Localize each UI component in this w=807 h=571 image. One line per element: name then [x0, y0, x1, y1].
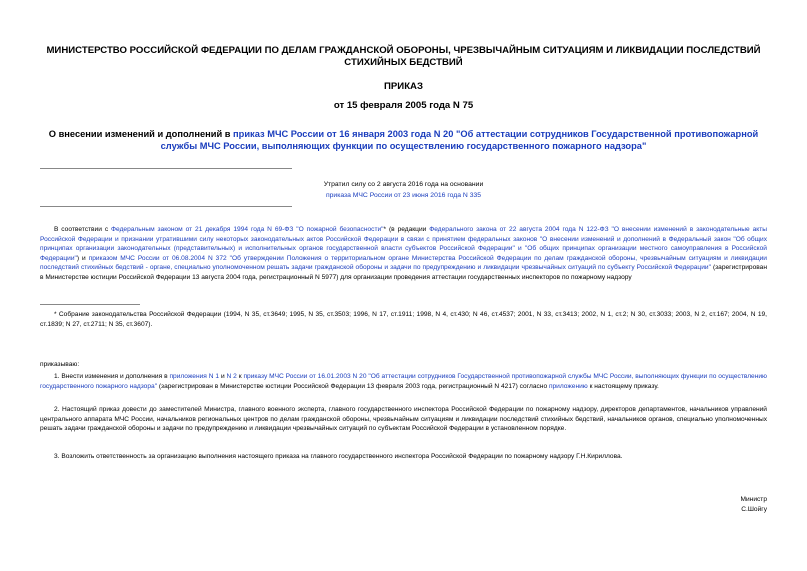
item1-text-3: к [236, 373, 244, 380]
divider-status [40, 206, 292, 207]
item1-text-5: к настоящему приказу. [587, 382, 659, 390]
status-repeal-link[interactable]: приказа МЧС России от 23 июня 2016 года N 335 [325, 192, 482, 199]
footnote-divider [40, 304, 140, 305]
item-2: 2. Настоящий приказ довести до заместителей Министра, главного военного эксперта, главного государственного инспектора Российской Федерации по пожарному надзору, директоров департаментов, начальников управлений центрального аппарата МЧС России, начальников региональных центров по делам гражданской обороны, чрезвычайным ситуациям и ликвидации последствий стихийных бедствий, начальников органов, специально уполномоченных решать задачи гражданской обороны и задачи по предупреждению и ликвидации чрезвычайных ситуаций по субъектам Российской Федерации в установленном порядке. [40, 406, 767, 432]
appendix-2-link[interactable]: N 2 [226, 373, 237, 380]
intro-text-3: ) и [76, 254, 89, 262]
ministry-heading: МИНИСТЕРСТВО РОССИЙСКОЙ ФЕДЕРАЦИИ ПО ДЕЛАМ ГРАЖДАНСКОЙ ОБОРОНЫ, ЧРЕЗВЫЧАЙНЫМ СИТУАЦИЯМ И ЛИКВИДАЦИИ ПОСЛЕДСТВИЙ СТИХИЙНЫХ БЕДСТВИЙ [46, 45, 761, 68]
order-word: приказываю: [40, 361, 80, 368]
status-line: Утратил силу со 2 августа 2016 года на основании [323, 181, 484, 188]
doc-type-heading: ПРИКАЗ [384, 81, 423, 92]
item1-text-1: 1. Внести изменения и дополнения в [54, 373, 170, 380]
item-1 [40, 372, 767, 391]
signature-role: Министр [740, 496, 767, 503]
doc-date: от 15 февраля 2005 года N 75 [333, 100, 474, 111]
order-20-link[interactable]: приказу МЧС России от 16.01.2003 N 20 "Об аттестации сотрудников Государственной противопожарной службы МЧС России, выполняющих функции по осуществлению государственного пожарного надзора" [40, 373, 767, 390]
fire-safety-law-link[interactable]: Федеральным законом от 21 декабря 1994 года N 69-ФЗ "О пожарной безопасности" [111, 226, 384, 233]
signature [741, 495, 768, 514]
status-note [300, 179, 507, 201]
item-3: 3. Возложить ответственность за организацию выполнения настоящего приказа на главного государственного инспектора Российской Федерации по пожарному надзору Г.Н.Кириллова. [54, 453, 623, 460]
attachment-link[interactable]: приложению [548, 382, 588, 390]
title-amended-order-link[interactable]: приказ МЧС России от 16 января 2003 года N 20 "Об аттестации сотрудников Государственной противопожарной службы МЧС России, выполняющих функции по осуществлению государственного пожарного надзора" [160, 129, 759, 151]
footnote: * Собрание законодательства Российской Федерации (1994, N 35, ст.3649; 1995, N 35, ст.3503; 1996, N 17, ст.1911; 1998, N 4, ст.430; N 46, ст.4537; 2001, N 33, ст.3413; 2002, N 1, ст.2; N 30, ст.3033; 2003, N 2, ст.167; 2004, N 19, ст.1839; N 27, ст.2711; N 35, ст.3607). [40, 311, 767, 328]
intro-text-4: (зарегистрирован в Министерстве юстиции Российской Федерации 13 августа 2004 года, регистрационный N 5977) для организации проведения аттестации государственных инспекторов по пожарному надзору [40, 264, 767, 281]
order-372-link[interactable]: приказом МЧС России от 06.08.2004 N 372 "Об утверждении Положения о территориальном органе Министерства Российской Федерации по делам гражданской обороны, чрезвычайным ситуациям и ликвидации последствий стихийных бедствий - органе, специально уполномоченном решать задачи гражданской обороны и задачи по предупреждению и ликвидации чрезвычайных ситуаций по субъекту Российской Федерации" [40, 254, 767, 271]
item1-text-4: (зарегистрирован в Министерстве юстиции Российской Федерации 13 февраля 2003 года, регистрационный N 4217) согласно [157, 382, 549, 390]
law-122fz-link[interactable]: Федерального закона от 22 августа 2004 года N 122-ФЗ "О внесении изменений в законодательные акты Российской Федерации и признании утратившими силу некоторых законодательных актов Российской Федерации в связи с принятием федеральных законов "О внесении изменений и дополнений в Федеральный закон "Об общих принципах организации законодательных (представительных) и исполнительных органов государственной власти субъектов Российской Федерации" и "Об общих принципах организации местного самоуправления в Российской Федерации" [40, 226, 768, 262]
doc-title [40, 128, 767, 152]
intro-text-1: В соответствии с [54, 226, 112, 233]
item1-text-2: и [219, 373, 227, 380]
intro-paragraph [40, 225, 767, 282]
signature-name: С.Шойгу [741, 505, 767, 513]
appendix-1-link[interactable]: приложения N 1 [169, 373, 220, 380]
divider-top [40, 168, 292, 169]
title-prefix: О внесении изменений и дополнений в [48, 129, 234, 139]
intro-text-2: * (в редакции [383, 226, 430, 233]
